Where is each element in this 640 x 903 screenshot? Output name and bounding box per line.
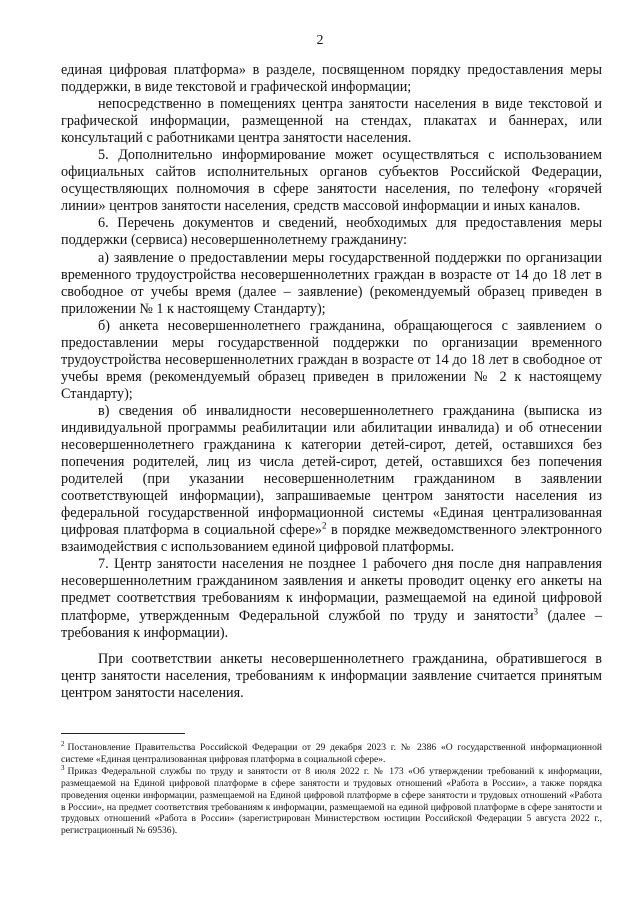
footnote-2: [61, 739, 602, 766]
footnotes: [61, 739, 602, 837]
paragraph-item-6a: а) заявление о предоставлении меры государственной поддержки по организации временного трудоустройства несовершеннолетних граждан в возрасте от 14 до 18 лет в свободное от учебы время (далее – заявление) (рекомендуемый образец приведен в приложении № 1 к настоящему Стандарту);: [61, 249, 602, 317]
paragraph-item-7-tail: (далее – требования к информации).: [61, 607, 602, 641]
footnote-text-3: Приказ Федеральной службы по труду и занятости от 8 июля 2022 г. № 173 «Об утверждении требований к информации, размещаемой на Единой цифровой платформе в сфере занятости и трудовых отношений «Работа в России», а также порядка проведения оценки информации, размещаемой на Единой цифровой платформе в сфере занятости и трудовых отношений «Работа в России», на предмет соответствия требованиям к информации, размещаемой на единой цифровой платформе в сфере занятости и трудовых отношений «Работа в России» (зарегистрирован Министерством юстиции Российской Федерации 5 августа 2022 г., регистрационный № 69536).: [61, 765, 602, 837]
footnote-mark-2: 2: [61, 739, 65, 748]
paragraph-item-6: 6. Перечень документов и сведений, необходимых для предоставления меры поддержки (сервиса) несовершеннолетнему гражданину:: [61, 215, 602, 249]
paragraph-premises-info: непосредственно в помещениях центра занятости населения в виде текстовой и графической информации, размещенной на стендах, плакатах и баннерах, или консультаций с работниками центра занятости населения.: [61, 96, 602, 147]
paragraph-item-7: [61, 556, 602, 641]
paragraph-acceptance: При соответствии анкеты несовершеннолетнего гражданина, обратившегося в центр занятости населения, требованиям к информации заявление считается принятым центром занятости населения.: [61, 650, 602, 701]
footnote-3: [61, 763, 602, 837]
footnote-divider: [61, 733, 185, 734]
footnote-text-2: Постановление Правительства Российской Федерации от 29 декабря 2023 г. № 2386 «О государственной информационной системе «Единая централизованная цифровая платформа в социальной сфере».: [61, 742, 602, 765]
paragraph-item-5: 5. Дополнительно информирование может осуществляться с использованием официальных сайтов исполнительных органов субъектов Российской Федерации, осуществляющих полномочия в сфере занятости населения, по телефону «горячей линии» центров занятости населения, средств массовой информации и иных каналов.: [61, 147, 602, 215]
paragraph-item-6v-tail: в порядке межведомственного электронного взаимодействия с использованием единой цифровой платформы.: [61, 522, 602, 556]
paragraph-item-6v-text: в) сведения об инвалидности несовершеннолетнего гражданина (выписка из индивидуальной программы реабилитации или абилитации инвалида) и об отнесении несовершеннолетнего гражданина к категории детей-сирот, детей, оставшихся без попечения родителей, лиц из числа детей-сирот, детей, оставшихся без попечения родителей (при указании несовершеннолетним гражданином в заявлении соответствующей информации), запрашиваемые центром занятости населения из федеральной государственной информационной системы «Единая централизованная цифровая платформа в социальной сфере»: [61, 402, 602, 539]
paragraph-platform-section: единая цифровая платформа» в разделе, посвященном порядку предоставления меры поддержки, в виде текстовой и графической информации;: [61, 62, 602, 96]
page-number: 2: [316, 33, 324, 48]
footnote-ref-3: 3: [533, 605, 539, 616]
footnote-mark-3: 3: [61, 763, 65, 772]
paragraph-item-7-text: 7. Центр занятости населения не позднее 1 рабочего дня после дня направления несовершеннолетним гражданином заявления и анкеты проводит оценку его анкеты на предмет соответствия требованиям к информации, размещаемой на единой цифровой платформе, утвержденным Федеральной службой по труду и занятости: [61, 556, 602, 624]
footnote-ref-2: 2: [322, 520, 327, 531]
document-body: [61, 62, 602, 702]
paragraph-item-6b: б) анкета несовершеннолетнего гражданина, обращающегося с заявлением о предоставлении меры государственной поддержки по организации временного трудоустройства несовершеннолетних граждан в возрасте от 14 до 18 лет в свободное от учебы время (рекомендуемый образец приведен в приложении № 2 к настоящему Стандарту);: [61, 317, 602, 402]
paragraph-item-6v: [61, 403, 602, 556]
